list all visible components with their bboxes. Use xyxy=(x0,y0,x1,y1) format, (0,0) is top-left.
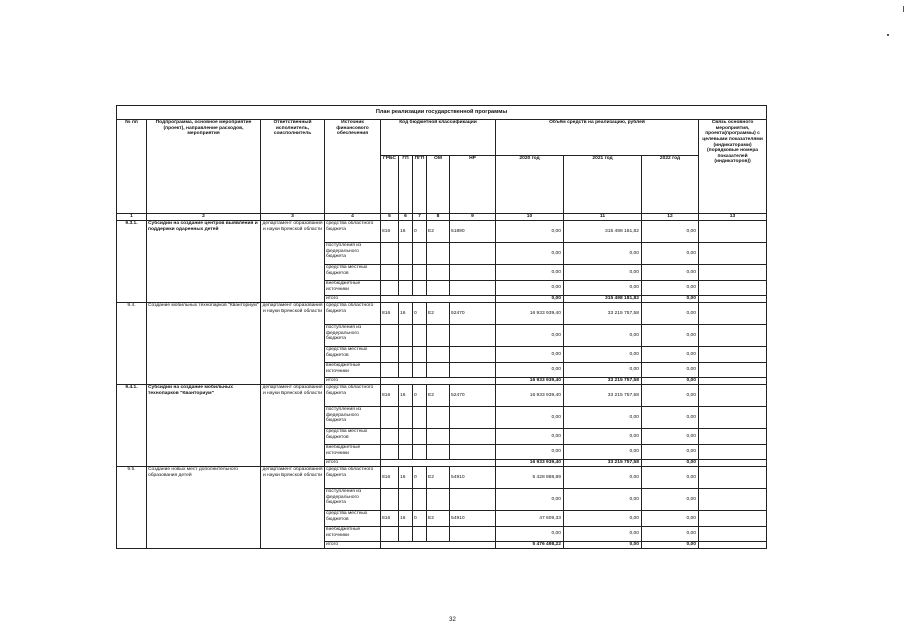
amount-2020: 5 476 498,22 xyxy=(496,542,564,549)
code-grbs xyxy=(381,429,399,445)
amount-2020: 0,00 xyxy=(496,243,564,265)
amount-2021: 0,00 xyxy=(564,281,642,296)
source-label: средства местных бюджетов xyxy=(325,265,381,281)
indicator-link xyxy=(699,407,767,429)
code-om: E2 xyxy=(427,467,450,489)
indicator-link xyxy=(699,467,767,489)
code-pgp xyxy=(413,429,427,445)
header-2021: 2021 год xyxy=(564,156,642,214)
amount-2020: 0,00 xyxy=(496,221,564,243)
indicator-link xyxy=(699,265,767,281)
amount-2020: 0,00 xyxy=(496,527,564,542)
amount-2021: 0,00 xyxy=(564,527,642,542)
amount-2020: 0,00 xyxy=(496,265,564,281)
item-number: 9.4. xyxy=(117,303,147,385)
source-label: средства областного бюджета xyxy=(325,385,381,407)
amount-2022: 0,00 xyxy=(642,325,699,347)
plan-document xyxy=(116,105,766,549)
source-label: поступления из федерального бюджета xyxy=(325,243,381,265)
code-gp xyxy=(399,445,413,460)
amount-2021: 315 498 181,82 xyxy=(564,221,642,243)
source-label: средства местных бюджетов xyxy=(325,347,381,363)
code-om: E2 xyxy=(427,385,450,407)
code-gp xyxy=(399,281,413,296)
header-num: № пп xyxy=(117,120,147,214)
code-nr xyxy=(450,489,496,511)
indicator-link xyxy=(699,347,767,363)
code-om xyxy=(427,265,450,281)
source-label: поступления из федерального бюджета xyxy=(325,325,381,347)
amount-2021: 0,00 xyxy=(564,243,642,265)
code-pgp: 0 xyxy=(413,385,427,407)
code-gp: 16 xyxy=(399,303,413,325)
code-nr: 51890 xyxy=(450,221,496,243)
indicator-link xyxy=(699,460,767,467)
amount-2022: 0,00 xyxy=(642,429,699,445)
code-om: E2 xyxy=(427,221,450,243)
code-nr xyxy=(450,281,496,296)
source-label: поступления из федерального бюджета xyxy=(325,407,381,429)
column-number: 9 xyxy=(450,214,496,221)
amount-2020: 16 933 939,40 xyxy=(496,385,564,407)
code-grbs xyxy=(381,527,399,542)
table-body xyxy=(117,221,767,549)
code-grbs xyxy=(381,489,399,511)
amount-2022: 0,00 xyxy=(642,378,699,385)
amount-2021: 33 215 757,58 xyxy=(564,378,642,385)
code-nr xyxy=(450,325,496,347)
code-grbs xyxy=(381,407,399,429)
code-pgp: 0 xyxy=(413,221,427,243)
code-om xyxy=(427,429,450,445)
total-code-blank xyxy=(381,296,496,303)
code-om xyxy=(427,527,450,542)
amount-2021: 0,00 xyxy=(564,407,642,429)
header-grbs: ГРБС xyxy=(381,156,399,214)
amount-2022: 0,00 xyxy=(642,243,699,265)
table-row xyxy=(117,221,767,243)
column-number: 3 xyxy=(261,214,325,221)
code-gp xyxy=(399,363,413,378)
indicator-link xyxy=(699,429,767,445)
amount-2020: 0,00 xyxy=(496,445,564,460)
item-number: 9.3.1. xyxy=(117,221,147,303)
amount-2020: 16 933 939,40 xyxy=(496,303,564,325)
code-pgp xyxy=(413,281,427,296)
code-grbs xyxy=(381,281,399,296)
source-label: итого xyxy=(325,296,381,303)
amount-2021: 0,00 xyxy=(564,542,642,549)
header-2022: 2022 год xyxy=(642,156,699,214)
amount-2020: 0,00 xyxy=(496,281,564,296)
header-budget-code: Код бюджетной классификации xyxy=(381,120,496,156)
code-pgp xyxy=(413,445,427,460)
amount-2021: 0,00 xyxy=(564,325,642,347)
source-label: итого xyxy=(325,378,381,385)
header-gp: ГП xyxy=(399,156,413,214)
amount-2021: 0,00 xyxy=(564,265,642,281)
amount-2021: 0,00 xyxy=(564,429,642,445)
indicator-link xyxy=(699,325,767,347)
item-executor: департамент образования и науки Брянской области xyxy=(261,221,325,303)
amount-2020: 47 609,33 xyxy=(496,511,564,527)
item-executor: департамент образования и науки Брянской области xyxy=(261,467,325,549)
code-nr: 52470 xyxy=(450,303,496,325)
column-number: 12 xyxy=(642,214,699,221)
item-number: 9.5. xyxy=(117,467,147,549)
source-label: средства местных бюджетов xyxy=(325,511,381,527)
indicator-link xyxy=(699,542,767,549)
table-title: План реализации государственной программы xyxy=(117,106,767,120)
code-pgp xyxy=(413,243,427,265)
code-nr: 54910 xyxy=(450,467,496,489)
indicator-link xyxy=(699,281,767,296)
amount-2022: 0,00 xyxy=(642,445,699,460)
amount-2020: 0,00 xyxy=(496,363,564,378)
code-nr xyxy=(450,527,496,542)
scan-mark xyxy=(903,6,904,12)
column-number: 8 xyxy=(427,214,450,221)
code-gp xyxy=(399,407,413,429)
item-name: Создание новых мест дополнительного образования детей xyxy=(147,467,261,549)
code-nr xyxy=(450,243,496,265)
indicator-link xyxy=(699,385,767,407)
total-code-blank xyxy=(381,542,496,549)
header-subprogram: Подпрограмма, основное мероприятие (проект), направление расходов, мероприятия xyxy=(147,120,261,214)
indicator-link xyxy=(699,296,767,303)
source-label: внебюджетные источники xyxy=(325,281,381,296)
amount-2021: 33 215 757,58 xyxy=(564,460,642,467)
code-grbs xyxy=(381,347,399,363)
amount-2022: 0,00 xyxy=(642,303,699,325)
header-source: Источник финансового обеспечения xyxy=(325,120,381,214)
header-link: Связь основного мероприятия, проекта(программы) с целевыми показателями (индикаторами) (порядковые номера показателей (индикаторов)) xyxy=(699,120,767,214)
source-label: средства областного бюджета xyxy=(325,303,381,325)
column-number: 6 xyxy=(399,214,413,221)
item-name: Субсидии на создание центров выявления и поддержки одаренных детей xyxy=(147,221,261,303)
source-label: внебюджетные источники xyxy=(325,527,381,542)
item-executor: департамент образования и науки Брянской области xyxy=(261,303,325,385)
code-nr xyxy=(450,407,496,429)
code-gp xyxy=(399,325,413,347)
amount-2022: 0,00 xyxy=(642,265,699,281)
amount-2022: 0,00 xyxy=(642,296,699,303)
amount-2021: 33 215 757,58 xyxy=(564,303,642,325)
column-number: 5 xyxy=(381,214,399,221)
amount-2021: 0,00 xyxy=(564,489,642,511)
code-om xyxy=(427,407,450,429)
amount-2020: 0,00 xyxy=(496,429,564,445)
column-number: 11 xyxy=(564,214,642,221)
code-grbs: 816 xyxy=(381,511,399,527)
amount-2022: 0,00 xyxy=(642,460,699,467)
code-nr: 52470 xyxy=(450,385,496,407)
amount-2020: 0,00 xyxy=(496,296,564,303)
code-om xyxy=(427,445,450,460)
code-om: E2 xyxy=(427,303,450,325)
amount-2022: 0,00 xyxy=(642,347,699,363)
amount-2021: 0,00 xyxy=(564,363,642,378)
source-label: поступления из федерального бюджета xyxy=(325,489,381,511)
total-code-blank xyxy=(381,378,496,385)
indicator-link xyxy=(699,243,767,265)
code-pgp: 0 xyxy=(413,303,427,325)
indicator-link xyxy=(699,511,767,527)
amount-2020: 0,00 xyxy=(496,347,564,363)
indicator-link xyxy=(699,445,767,460)
column-number: 1 xyxy=(117,214,147,221)
code-grbs xyxy=(381,363,399,378)
code-grbs xyxy=(381,243,399,265)
code-gp xyxy=(399,429,413,445)
code-gp: 16 xyxy=(399,385,413,407)
amount-2020: 0,00 xyxy=(496,407,564,429)
amount-2022: 0,00 xyxy=(642,489,699,511)
header-executor: Ответственный исполнитель, соисполнитель xyxy=(261,120,325,214)
code-om xyxy=(427,363,450,378)
code-grbs: 816 xyxy=(381,385,399,407)
source-label: средства областного бюджета xyxy=(325,467,381,489)
source-label: внебюджетные источники xyxy=(325,445,381,460)
code-pgp xyxy=(413,527,427,542)
item-executor: департамент образования и науки Брянской области xyxy=(261,385,325,467)
code-om xyxy=(427,347,450,363)
indicator-link xyxy=(699,378,767,385)
code-gp: 16 xyxy=(399,467,413,489)
amount-2020: 16 933 939,40 xyxy=(496,460,564,467)
amount-2021: 0,00 xyxy=(564,347,642,363)
amount-2020: 5 428 888,89 xyxy=(496,467,564,489)
column-number: 4 xyxy=(325,214,381,221)
code-gp xyxy=(399,243,413,265)
code-pgp: 0 xyxy=(413,467,427,489)
amount-2022: 0,00 xyxy=(642,363,699,378)
code-grbs xyxy=(381,325,399,347)
header-om: ОМ xyxy=(427,156,450,214)
indicator-link xyxy=(699,221,767,243)
table-header xyxy=(117,106,767,221)
amount-2021: 0,00 xyxy=(564,511,642,527)
amount-2022: 0,00 xyxy=(642,407,699,429)
amount-2022: 0,00 xyxy=(642,281,699,296)
code-nr: 54910 xyxy=(450,511,496,527)
column-number: 2 xyxy=(147,214,261,221)
code-grbs: 816 xyxy=(381,467,399,489)
amount-2022: 0,00 xyxy=(642,527,699,542)
indicator-link xyxy=(699,303,767,325)
indicator-link xyxy=(699,363,767,378)
code-pgp xyxy=(413,489,427,511)
code-om xyxy=(427,281,450,296)
page-number: 32 xyxy=(449,617,456,623)
amount-2022: 0,00 xyxy=(642,467,699,489)
indicator-link xyxy=(699,489,767,511)
amount-2020: 0,00 xyxy=(496,325,564,347)
code-gp: 16 xyxy=(399,221,413,243)
code-gp xyxy=(399,347,413,363)
indicator-link xyxy=(699,527,767,542)
code-om xyxy=(427,243,450,265)
column-number: 13 xyxy=(699,214,767,221)
code-pgp xyxy=(413,363,427,378)
source-label: средства местных бюджетов xyxy=(325,429,381,445)
code-grbs: 816 xyxy=(381,221,399,243)
code-om xyxy=(427,325,450,347)
amount-2021: 315 498 181,82 xyxy=(564,296,642,303)
code-om: E2 xyxy=(427,511,450,527)
table-row xyxy=(117,303,767,325)
code-grbs xyxy=(381,265,399,281)
column-number: 7 xyxy=(413,214,427,221)
code-pgp xyxy=(413,325,427,347)
code-gp xyxy=(399,527,413,542)
column-number: 10 xyxy=(496,214,564,221)
source-label: итого xyxy=(325,460,381,467)
item-name: Субсидии на создание мобильных технопарков "Кванториум" xyxy=(147,385,261,467)
header-nr: НР xyxy=(450,156,496,214)
amount-2021: 33 215 757,58 xyxy=(564,385,642,407)
scan-mark xyxy=(887,34,889,36)
source-label: внебюджетные источники xyxy=(325,363,381,378)
header-volume: Объём средств на реализацию, рублей xyxy=(496,120,699,156)
amount-2020: 0,00 xyxy=(496,489,564,511)
code-gp xyxy=(399,265,413,281)
code-pgp xyxy=(413,347,427,363)
amount-2022: 0,00 xyxy=(642,221,699,243)
code-pgp xyxy=(413,407,427,429)
code-gp xyxy=(399,489,413,511)
code-nr xyxy=(450,347,496,363)
code-grbs xyxy=(381,445,399,460)
table-row xyxy=(117,467,767,489)
code-nr xyxy=(450,265,496,281)
code-nr xyxy=(450,363,496,378)
source-label: итого xyxy=(325,542,381,549)
code-pgp xyxy=(413,265,427,281)
amount-2020: 16 933 939,40 xyxy=(496,378,564,385)
code-pgp: 0 xyxy=(413,511,427,527)
total-code-blank xyxy=(381,460,496,467)
item-number: 9.4.1. xyxy=(117,385,147,467)
code-gp: 16 xyxy=(399,511,413,527)
header-2020: 2020 год xyxy=(496,156,564,214)
plan-table xyxy=(116,105,767,549)
amount-2022: 0,00 xyxy=(642,542,699,549)
item-name: Создание мобильных технопарков "Кванториум" xyxy=(147,303,261,385)
amount-2022: 0,00 xyxy=(642,385,699,407)
code-nr xyxy=(450,445,496,460)
code-grbs: 816 xyxy=(381,303,399,325)
code-nr xyxy=(450,429,496,445)
code-om xyxy=(427,489,450,511)
table-row xyxy=(117,385,767,407)
source-label: средства областного бюджета xyxy=(325,221,381,243)
amount-2021: 0,00 xyxy=(564,467,642,489)
amount-2022: 0,00 xyxy=(642,511,699,527)
header-pgp: ПГП xyxy=(413,156,427,214)
column-number-row xyxy=(117,214,767,221)
amount-2021: 0,00 xyxy=(564,445,642,460)
